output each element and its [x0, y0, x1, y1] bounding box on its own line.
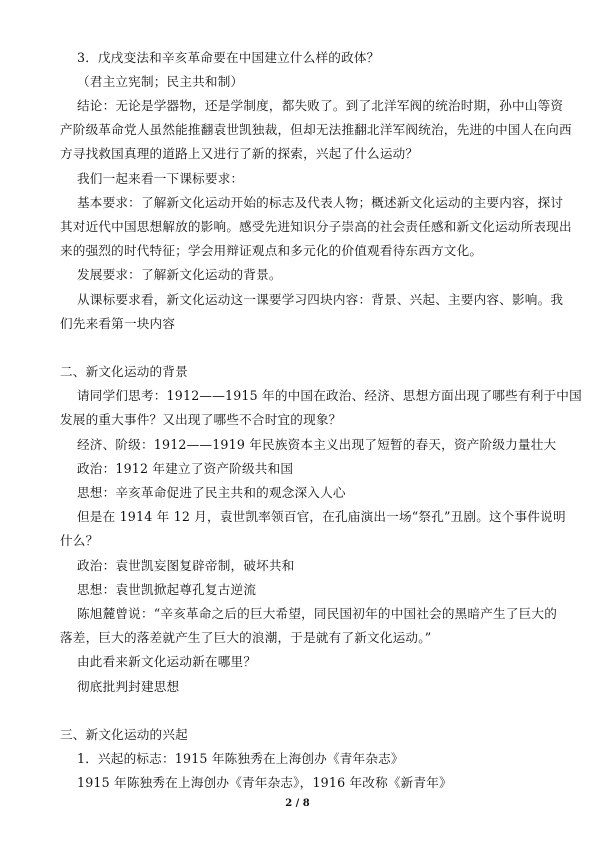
question-3: 3．戊戌变法和辛亥革命要在中国建立什么样的政体？ [77, 50, 380, 65]
development-requirement: 发展要求：了解新文化运动的背景。 [77, 267, 282, 282]
thought-point: 思想：辛亥革命促进了民主共和的观念深入人心 [77, 485, 346, 500]
politics-analysis: 政治：袁世凯妄图复辟帝制，破坏共和 [77, 558, 295, 573]
curriculum-summary-line-1: 从课标要求看，新文化运动这一课要学习四块内容：背景、兴起、主要内容、影响。我 [77, 292, 564, 307]
section-heading-background: 二、新文化运动的背景 [60, 364, 188, 379]
rise-marker: 1．兴起的标志：1915 年陈独秀在上海创办《青年杂志》 [77, 751, 404, 766]
conclusion-line-1: 结论：无论是学器物，还是学制度，都失败了。到了北洋军阀的统治时期，孙中山等资 [77, 98, 564, 113]
question-what-is-new: 由此看来新文化运动新在哪里？ [77, 654, 257, 669]
magazine-rename: 1915 年陈独秀在上海创办《青年杂志》，1916 年改称《新青年》 [77, 775, 452, 790]
curriculum-intro: 我们一起来看一下课标要求： [77, 171, 244, 186]
politics-point: 政治：1912 年建立了资产阶级共和国 [77, 461, 294, 476]
think-question-line-2: 发展的重大事件？又出现了哪些不合时宜的现象？ [60, 412, 342, 427]
section-heading-rise: 三、新文化运动的兴起 [60, 727, 188, 742]
confucius-event-line-1: 但是在 1914 年 12 月，袁世凯率领百官，在孔庙演出一场“祭孔”丑剧。这个事件说明 [77, 509, 566, 524]
quote-line-2: 落差，巨大的落差就产生了巨大的浪潮，于是就有了新文化运动。” [60, 630, 432, 645]
page-number: 2 / 8 [285, 798, 310, 809]
thought-analysis: 思想：袁世凯掀起尊孔复古逆流 [77, 582, 257, 597]
answer-3: （君主立宪制；民主共和制） [77, 74, 244, 89]
think-question-line-1: 请同学们思考：1912——1915 年的中国在政治、经济、思想方面出现了哪些有利于中国 [77, 388, 582, 403]
conclusion-line-2: 产阶级革命党人虽然能推翻袁世凯独裁，但却无法推翻北洋军阀统治，先进的中国人在向西 [60, 122, 572, 137]
economy-class-point: 经济、阶级：1912——1919 年民族资本主义出现了短暂的春天，资产阶级力量壮大 [77, 437, 557, 452]
basic-requirement-line-1: 基本要求：了解新文化运动开始的标志及代表人物；概述新文化运动的主要内容，探讨 [77, 195, 564, 210]
confucius-event-line-2: 什么？ [60, 533, 99, 548]
curriculum-summary-line-2: 们先来看第一块内容 [60, 316, 176, 331]
conclusion-line-3: 方寻找救国真理的道路上又进行了新的探索，兴起了什么运动？ [60, 146, 419, 161]
basic-requirement-line-3: 来的强烈的时代特征；学会用辩证观点和多元化的价值观看待东西方文化。 [60, 243, 483, 258]
answer-what-is-new: 彻底批判封建思想 [77, 679, 180, 694]
quote-line-1: 陈旭麓曾说：“辛亥革命之后的巨大希望，同民国初年的中国社会的黑暗产生了巨大的 [77, 606, 558, 621]
basic-requirement-line-2: 其对近代中国思想解放的影响。感受先进知识分子崇高的社会责任感和新文化运动所表现出 [60, 219, 572, 234]
